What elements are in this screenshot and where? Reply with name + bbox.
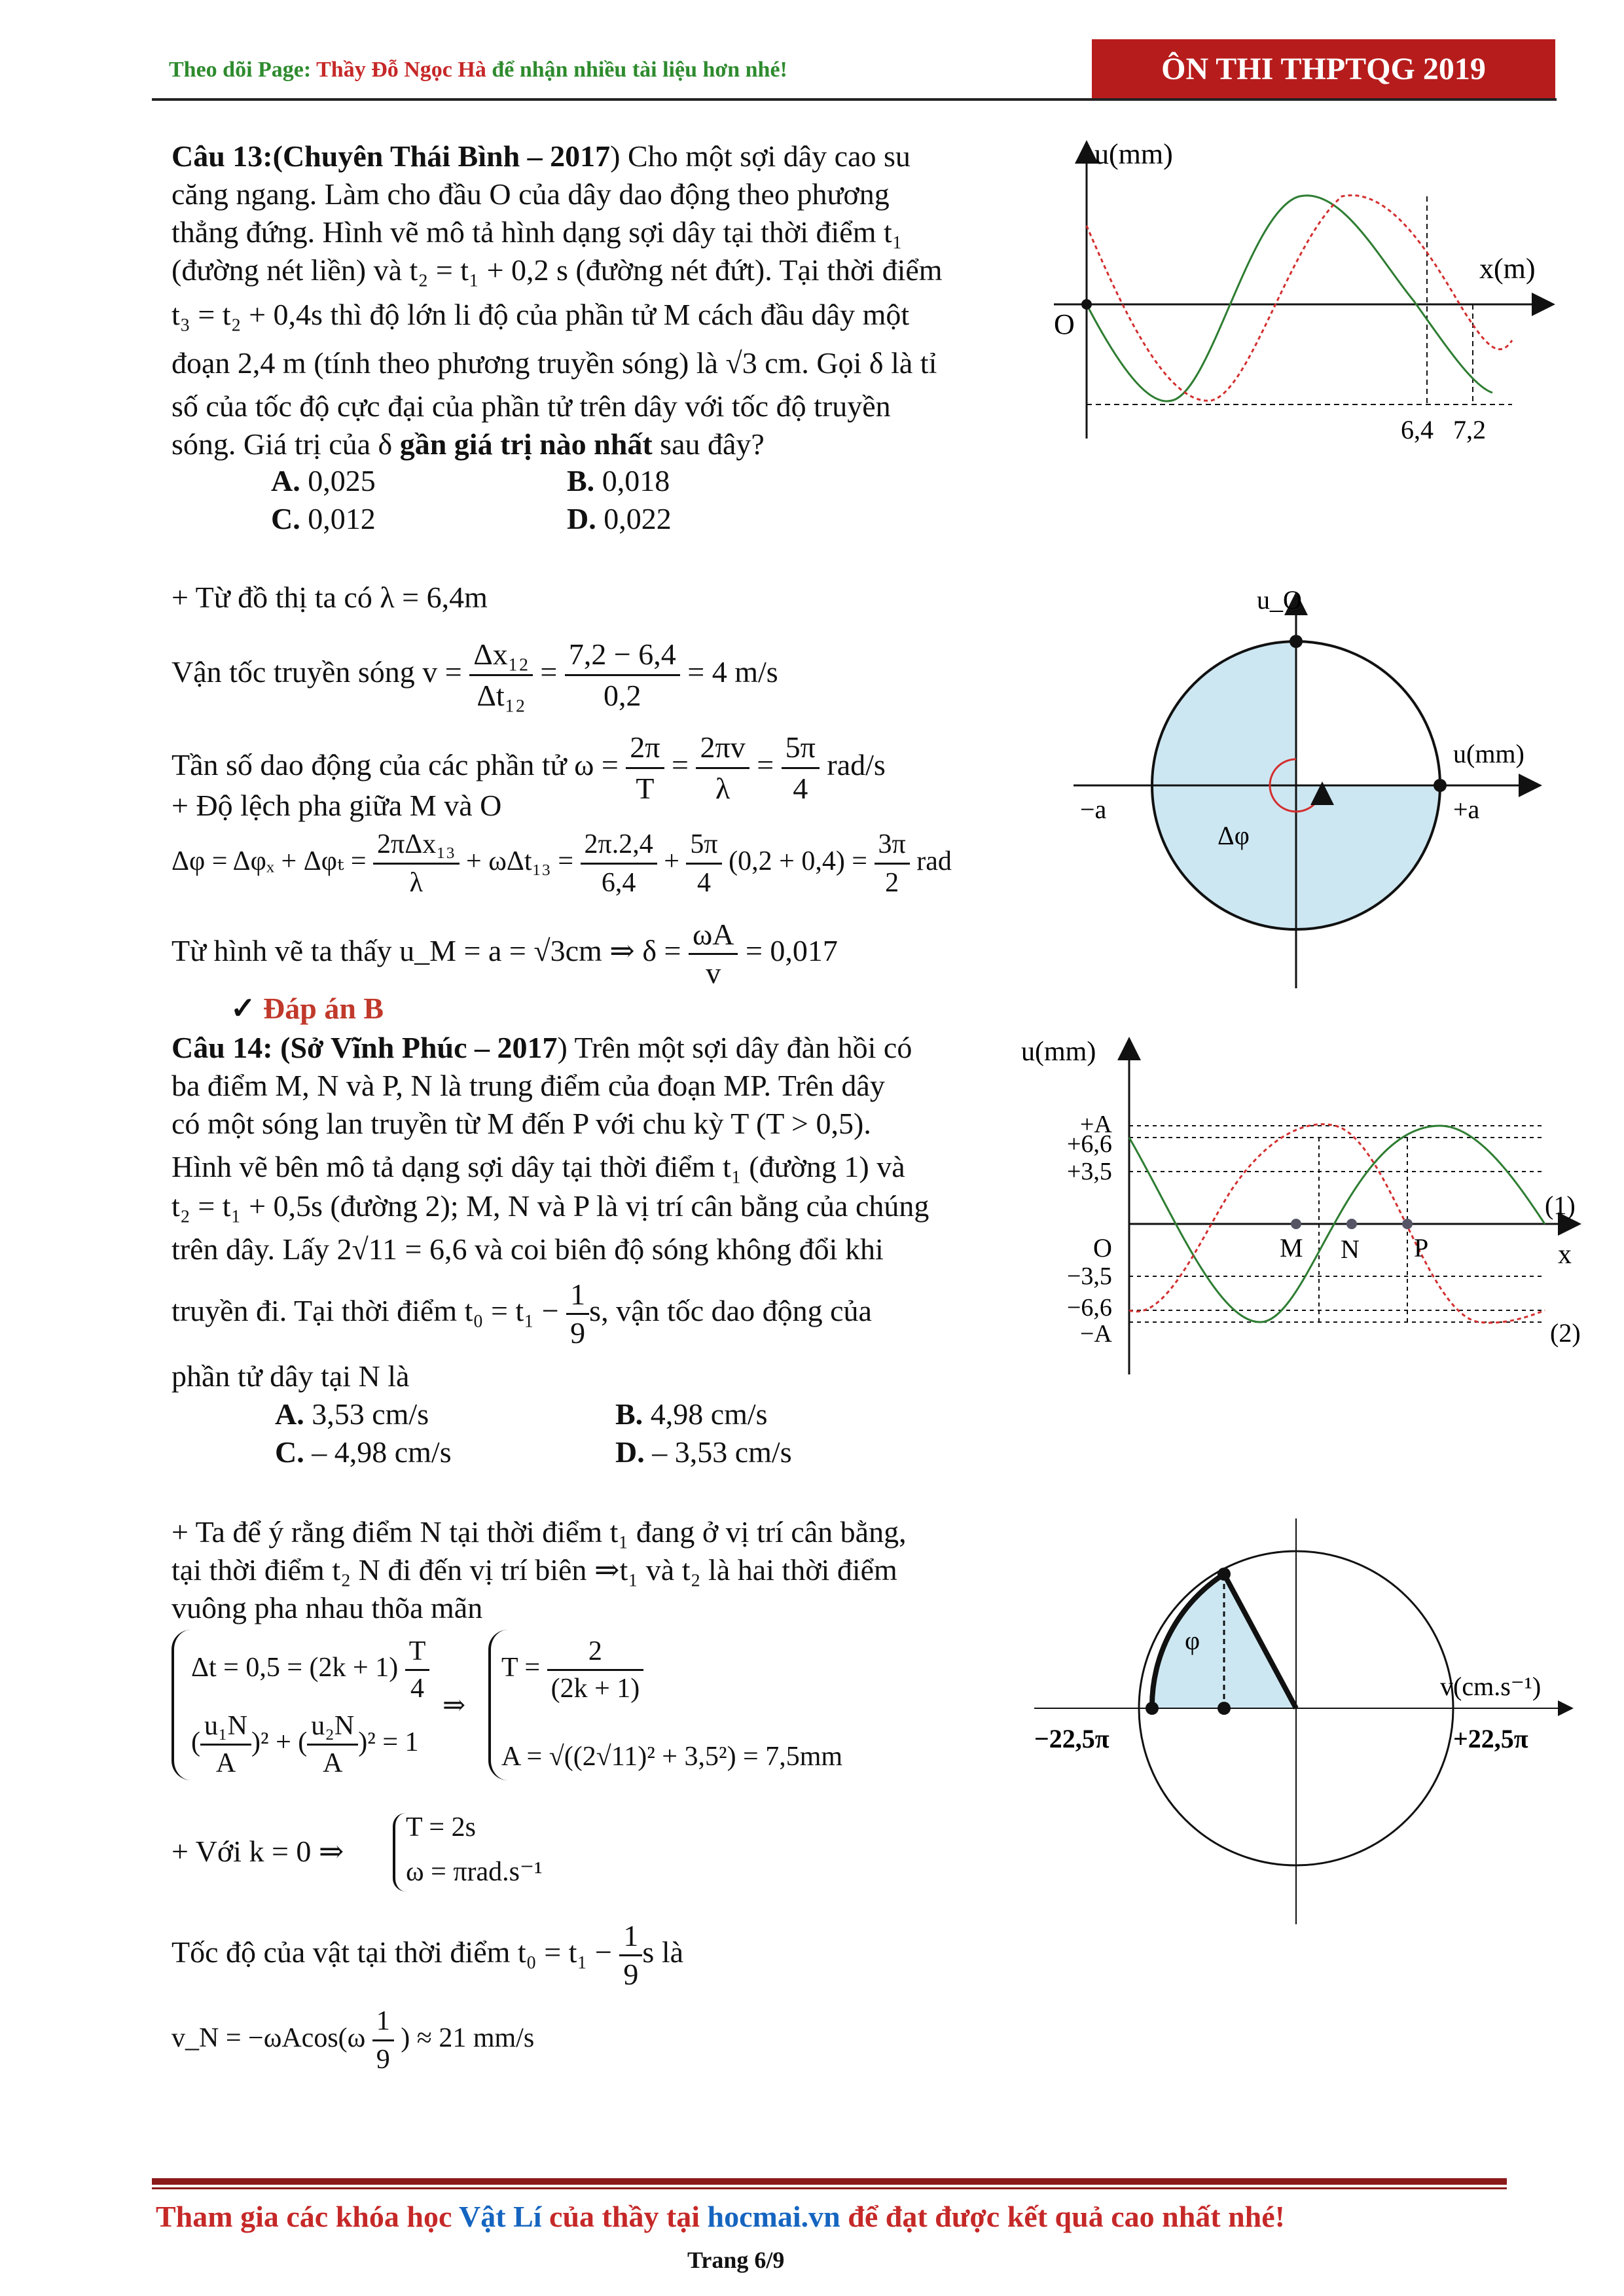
- q14-option-b[interactable]: B. 4,98 cm/s: [615, 1397, 768, 1431]
- q14-line6: trên dây. Lấy 2√11 = 6,6 và coi biên độ sóng không đổi khi: [171, 1232, 884, 1266]
- q13-option-d[interactable]: D. 0,022: [567, 502, 672, 535]
- footer-hocmai-link[interactable]: hocmai.vn: [707, 2200, 840, 2233]
- q13-line4: (đường nét liền) và t₂ = t₁ + 0,2 s (đường nét đứt). Tại thời điểm: [171, 253, 943, 287]
- sol14-line6: v_N = −ωAcos(ω $\frac{1}{9}$ ) ≈ 21 mm/s: [171, 2003, 534, 2078]
- q13-option-b[interactable]: B. 0,018: [567, 464, 670, 497]
- sol14-line1: + Ta để ý rằng điểm N tại thời điểm t₁ đang ở vị trí cân bằng,: [171, 1515, 907, 1549]
- q14-x-label: x: [1558, 1240, 1572, 1270]
- q14-tick-minus-3-5: −3,5: [1067, 1263, 1112, 1290]
- q13-line6: đoạn 2,4 m (tính theo phương truyền sóng) là √3 cm. Gọi δ là tỉ: [171, 346, 937, 380]
- sol13-line1: + Từ đồ thị ta có λ = 6,4m: [171, 581, 488, 614]
- sol14-velocity-circle: [1021, 1505, 1584, 1937]
- q14-line8: phần tử dây tại N là: [171, 1359, 410, 1393]
- page-number: Trang 6/9: [687, 2247, 785, 2273]
- sol14-circle-right: +22,5π: [1453, 1724, 1528, 1753]
- q13-origin: O: [1054, 308, 1075, 340]
- sol13-line5: Δφ = Δφₓ + Δφₜ = $\frac{\text{2πΔx₁₃}}{\lambda}$ + ωΔt₁₃ = $\frac{2\pi.2,4}{6,4}$ + $\frac{5\pi}{4}$ (0,2 + 0,4) = $\frac{3\pi}{2}$ rad: [171, 826, 952, 901]
- sol14-circle-axis: v(cm.s⁻¹): [1440, 1672, 1542, 1701]
- q14-line5: t₂ = t₁ + 0,5s (đường 2); M, N và P là vị trí cân bằng của chúng: [171, 1189, 929, 1223]
- q14-tick-plus-6-6: +6,6: [1067, 1130, 1112, 1158]
- q13-line7: số của tốc độ cực đại của phần tử trên dây với tốc độ truyền: [171, 389, 891, 423]
- sol13-line2: Vận tốc truyền sóng v = $\frac{\text{Δx₁₂}}{\text{Δt₁₂}}$ = $\frac{7,2 - 6,4}{0,2}$ = 4 m/s: [171, 635, 778, 715]
- q14-tick-minus-a: −A: [1080, 1320, 1112, 1348]
- q14-option-c[interactable]: C. – 4,98 cm/s: [275, 1435, 452, 1469]
- footer-divider: [152, 2178, 1507, 2185]
- sol14-sys2: ( $\frac{\text{u₁N}}{A}$ )² + ( $\frac{\text{u₂N}}{A}$ )² = 1: [191, 1708, 419, 1781]
- q13-x-label: x(m): [1479, 253, 1536, 285]
- sol13-phase-circle: [1060, 583, 1571, 1001]
- sol14-res1: T = $\frac{2}{(2k + 1)}$: [501, 1634, 643, 1706]
- answer-13: ✓ Đáp án B: [230, 992, 384, 1025]
- check-icon: ✓: [230, 992, 256, 1025]
- q14-tick-plus-a: +A: [1080, 1111, 1112, 1138]
- q14-tick-plus-3-5: +3,5: [1067, 1158, 1112, 1185]
- header-badge: ÔN THI THPTQG 2019: [1092, 39, 1555, 99]
- sol14-circle-phi: φ: [1185, 1626, 1200, 1655]
- header-follow-text: Theo dõi Page: Thầy Đỗ Ngọc Hà để nhận nhiều tài liệu hơn nhé!: [169, 58, 787, 82]
- sol13-line6: Từ hình vẽ ta thấy u_M = a = √3cm ⇒ δ = $\frac{\omega A}{v}$ = 0,017: [171, 918, 838, 990]
- q14-line3: có một sóng lan truyền từ M đến P với chu kỳ T (T > 0,5).: [171, 1107, 871, 1140]
- q13-line3: thẳng đứng. Hình vẽ mô tả hình dạng sợi dây tại thời điểm t₁: [171, 215, 903, 249]
- sol13-circle-minus-a: −a: [1080, 795, 1107, 824]
- sol14-circle-left: −22,5π: [1034, 1724, 1110, 1753]
- q13-wave-graph: [1041, 131, 1578, 471]
- q14-line7: truyền đi. Tại thời điểm t₀ = t₁ − $\frac{1}{9}$ s, vận tốc dao động của: [171, 1278, 872, 1350]
- sol13-line4: + Độ lệch pha giữa M và O: [171, 789, 502, 822]
- sol13-circle-u: u(mm): [1453, 739, 1525, 768]
- q13-option-a[interactable]: A. 0,025: [271, 464, 376, 497]
- q14-origin: O: [1093, 1233, 1112, 1263]
- sol13-circle-dphi: Δφ: [1218, 821, 1250, 850]
- sol14-sys1: Δt = 0,5 = (2k + 1) $\frac{T}{4}$: [191, 1634, 429, 1706]
- q13-solid-curve: [1087, 196, 1492, 401]
- q13-option-c[interactable]: C. 0,012: [271, 502, 376, 535]
- q14-wave-graph: [1021, 1028, 1597, 1381]
- q13-line2: căng ngang. Làm cho đầu O của dây dao động theo phương: [171, 177, 890, 211]
- q14-line2: ba điểm M, N và P, N là trung điểm của đoạn MP. Trên dây: [171, 1069, 885, 1102]
- q14-line4: Hình vẽ bên mô tả dạng sợi dây tại thời điểm t₁ (đường 1) và: [171, 1150, 905, 1183]
- q13-line8: sóng. Giá trị của δ gần giá trị nào nhất sau đây?: [171, 427, 765, 461]
- q13-y-label: u(mm): [1094, 138, 1173, 170]
- sol14-implies: ⇒: [442, 1691, 466, 1721]
- q14-point-p: P: [1414, 1233, 1429, 1263]
- sol13-line3: Tần số dao động của các phần tử ω = $\frac{2\pi}{T}$ = $\frac{2\pi v}{\lambda}$ = $\frac{5\pi}{4}$ rad/s: [171, 728, 886, 808]
- header-page-name[interactable]: Thầy Đỗ Ngọc Hà: [316, 58, 486, 82]
- sol13-circle-uo: u_O: [1257, 585, 1302, 615]
- sol14-k-omega: ω = πrad.s⁻¹: [406, 1857, 543, 1887]
- sol14-line5: Tốc độ của vật tại thời điểm t₀ = t₁ − $\frac{1}{9}$ s là: [171, 1919, 684, 1991]
- q13-tick-6-4: 6,4: [1401, 415, 1434, 444]
- sol14-k-period: T = 2s: [406, 1812, 476, 1842]
- q14-point-m: M: [1280, 1233, 1303, 1263]
- q13-line5: t₃ = t₂ + 0,4s thì độ lớn li độ của phần tử M cách đầu dây một: [171, 298, 910, 331]
- sol14-line2: tại thời điểm t₂ N đi đến vị trí biên ⇒t₁ và t₂ là hai thời điểm: [171, 1553, 897, 1587]
- footer-divider-thin: [152, 2187, 1507, 2189]
- q14-point-n: N: [1341, 1234, 1360, 1264]
- q13-dashed-curve: [1087, 195, 1512, 401]
- q14-tick-minus-6-6: −6,6: [1067, 1294, 1112, 1321]
- q13-tick-7-2: 7,2: [1453, 415, 1486, 444]
- q14-curve-label-1: (1): [1545, 1191, 1576, 1220]
- q14-option-d[interactable]: D. – 3,53 cm/s: [615, 1435, 792, 1469]
- q14-line1: Câu 14: (Sở Vĩnh Phúc – 2017) Trên một sợi dây đàn hồi có: [171, 1031, 912, 1064]
- sol13-circle-plus-a: +a: [1453, 795, 1480, 824]
- q14-curve-label-2: (2): [1550, 1318, 1581, 1348]
- header-divider: [152, 98, 1557, 101]
- sol14-res2: A = √((2√11)² + 3,5²) = 7,5mm: [501, 1742, 843, 1772]
- sol14-line4: + Với k = 0 ⇒: [171, 1835, 344, 1868]
- q14-option-a[interactable]: A. 3,53 cm/s: [275, 1397, 429, 1431]
- footer-promo: Tham gia các khóa học Vật Lí của thầy tại hocmai.vn để đạt được kết quả cao nhất nhé!: [156, 2200, 1285, 2233]
- q14-y-label: u(mm): [1021, 1037, 1096, 1067]
- q13-line1: Câu 13:(Chuyên Thái Bình – 2017) Cho một sợi dây cao su: [171, 139, 911, 173]
- sol14-line3: vuông pha nhau thõa mãn: [171, 1591, 483, 1624]
